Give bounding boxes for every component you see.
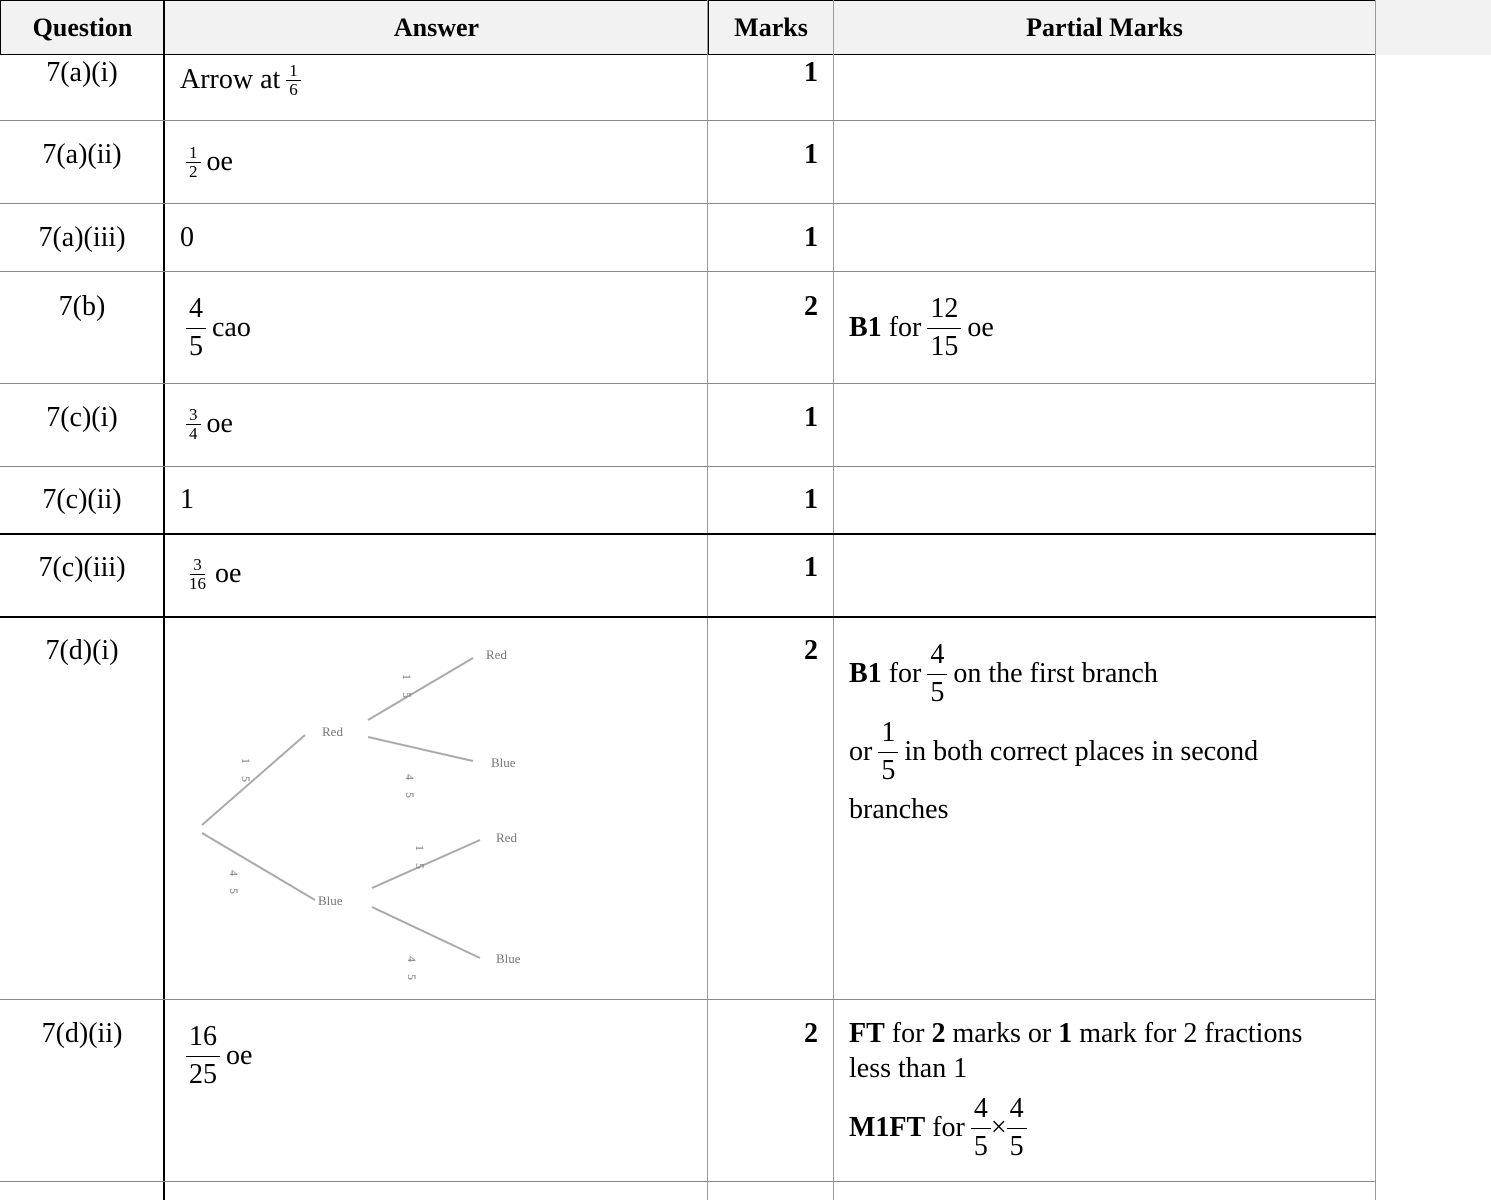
partial-bold: FT xyxy=(849,1018,885,1049)
answer-fraction: $\frac{3}{16}$ xyxy=(189,554,206,593)
answer-suffix: oe xyxy=(206,408,233,440)
answer-text: 1 xyxy=(180,484,194,515)
tree-outcome-label: Red xyxy=(486,647,507,662)
tree-outcome-label: Blue xyxy=(496,951,521,966)
row-divider xyxy=(0,533,1376,535)
svg-text:5: 5 xyxy=(405,974,419,980)
answer xyxy=(180,142,233,182)
tree-probability xyxy=(227,870,241,894)
header-question: Question xyxy=(0,0,165,55)
marks-value: 2 xyxy=(804,635,818,666)
partial-text: for xyxy=(888,658,922,690)
question-id: 7(c)(i) xyxy=(46,402,118,433)
tree-probability xyxy=(413,845,427,869)
partial-marks-line xyxy=(849,638,1158,710)
tree-probability xyxy=(400,674,414,698)
partial-marks-line xyxy=(849,716,1258,788)
row-divider xyxy=(0,203,1376,204)
partial-fraction: $\frac{4}{5}$ xyxy=(927,637,947,711)
answer-suffix: oe xyxy=(226,1040,253,1072)
row-divider xyxy=(0,466,1376,467)
row-divider xyxy=(0,383,1376,384)
answer-suffix: oe xyxy=(206,146,233,178)
answer-text: 0 xyxy=(180,222,194,253)
marks-value: 1 xyxy=(804,57,818,88)
answer-fraction: $\frac{1}{2}$ xyxy=(186,144,201,181)
partial-fraction: $\frac{1}{5}$ xyxy=(878,715,898,789)
partial-fraction: $\frac{12}{15}$ xyxy=(927,291,961,365)
header-partial-marks: Partial Marks xyxy=(833,0,1376,55)
tree-outcome-label: Blue xyxy=(491,755,516,770)
partial-fraction: $\frac{4}{5}$ xyxy=(1007,1091,1027,1165)
row-divider xyxy=(0,1181,1376,1182)
column-divider xyxy=(833,0,834,1200)
partial-marks-line xyxy=(849,1052,967,1086)
question-id: 7(c)(ii) xyxy=(42,484,122,515)
answer xyxy=(180,404,233,444)
svg-text:5: 5 xyxy=(227,888,241,894)
question-id: 7(c)(iii) xyxy=(38,552,126,583)
question-id: 7(d)(i) xyxy=(45,635,119,666)
svg-text:5: 5 xyxy=(413,863,427,869)
svg-text:4: 4 xyxy=(403,774,417,780)
marks-value: 1 xyxy=(804,402,818,433)
partial-text: branches xyxy=(849,794,949,825)
answer xyxy=(180,221,194,255)
row-divider xyxy=(0,616,1376,618)
tree-probability xyxy=(403,774,417,798)
tree-outcome-label: Red xyxy=(496,830,517,845)
partial-text: marks or xyxy=(952,1018,1052,1049)
partial-text: for xyxy=(891,1018,925,1049)
svg-text:1: 1 xyxy=(413,845,427,851)
svg-text:4: 4 xyxy=(227,870,241,876)
answer xyxy=(180,290,251,366)
marks-value: 1 xyxy=(804,484,818,515)
answer xyxy=(180,554,241,594)
answer-suffix: cao xyxy=(212,312,251,344)
partial-bold: 2 xyxy=(931,1018,946,1049)
answer-suffix: oe xyxy=(215,558,242,590)
question-id: 7(a)(iii) xyxy=(38,222,126,253)
question-id: 7(a)(i) xyxy=(46,57,118,88)
row-divider xyxy=(0,999,1376,1000)
marks-value: 2 xyxy=(804,291,818,322)
partial-marks-line xyxy=(849,793,949,827)
answer-fraction: $\frac{4}{5}$ xyxy=(186,291,206,365)
partial-text: for xyxy=(888,312,922,344)
times-sign: × xyxy=(990,1112,1007,1144)
partial-text: on the first branch xyxy=(953,658,1158,690)
partial-text: or xyxy=(849,736,873,768)
partial-marks xyxy=(849,290,994,366)
svg-text:5: 5 xyxy=(239,776,253,782)
partial-marks-line xyxy=(849,1090,1033,1166)
header-strip xyxy=(1376,0,1491,55)
answer xyxy=(180,60,307,100)
partial-bold: B1 xyxy=(849,658,882,690)
tree-probability xyxy=(239,758,253,782)
partial-bold: 1 xyxy=(1058,1018,1073,1049)
probability-tree-diagram xyxy=(190,640,550,985)
answer-fraction: $\frac{1}{6}$ xyxy=(286,62,301,99)
marks-value: 1 xyxy=(804,222,818,253)
answer xyxy=(180,1018,252,1094)
partial-text: for xyxy=(932,1112,965,1144)
answer-fraction: $\frac{16}{25}$ xyxy=(186,1019,220,1093)
question-id: 7(a)(ii) xyxy=(42,139,122,170)
partial-suffix: oe xyxy=(967,312,994,344)
header-answer: Answer xyxy=(164,0,709,55)
partial-bold: B1 xyxy=(849,312,882,344)
partial-text: less than 1 xyxy=(849,1053,968,1084)
tree-probability xyxy=(405,956,419,980)
tree-outcome-label: Blue xyxy=(318,893,343,908)
row-divider xyxy=(0,120,1376,121)
svg-text:4: 4 xyxy=(405,956,419,962)
partial-marks-line xyxy=(849,1017,1302,1051)
svg-text:1: 1 xyxy=(239,758,253,764)
partial-text: in both correct places in second xyxy=(904,736,1259,768)
partial-text: mark for 2 fractions xyxy=(1079,1018,1303,1049)
column-divider xyxy=(1375,0,1376,1200)
question-id: 7(d)(ii) xyxy=(41,1018,123,1049)
tree-outcome-label: Red xyxy=(322,724,343,739)
svg-text:5: 5 xyxy=(403,792,417,798)
answer-text: Arrow at xyxy=(180,64,281,96)
partial-bold: M1FT xyxy=(849,1112,926,1144)
marks-value: 1 xyxy=(804,139,818,170)
header-marks: Marks xyxy=(708,0,834,55)
svg-text:5: 5 xyxy=(400,692,414,698)
answer-fraction: $\frac{3}{4}$ xyxy=(186,406,201,443)
partial-fraction: $\frac{4}{5}$ xyxy=(971,1091,991,1165)
svg-text:1: 1 xyxy=(400,674,414,680)
row-divider xyxy=(0,271,1376,272)
marks-value: 2 xyxy=(804,1018,818,1049)
marks-value: 1 xyxy=(804,552,818,583)
question-id: 7(b) xyxy=(58,291,106,322)
answer xyxy=(180,483,194,517)
